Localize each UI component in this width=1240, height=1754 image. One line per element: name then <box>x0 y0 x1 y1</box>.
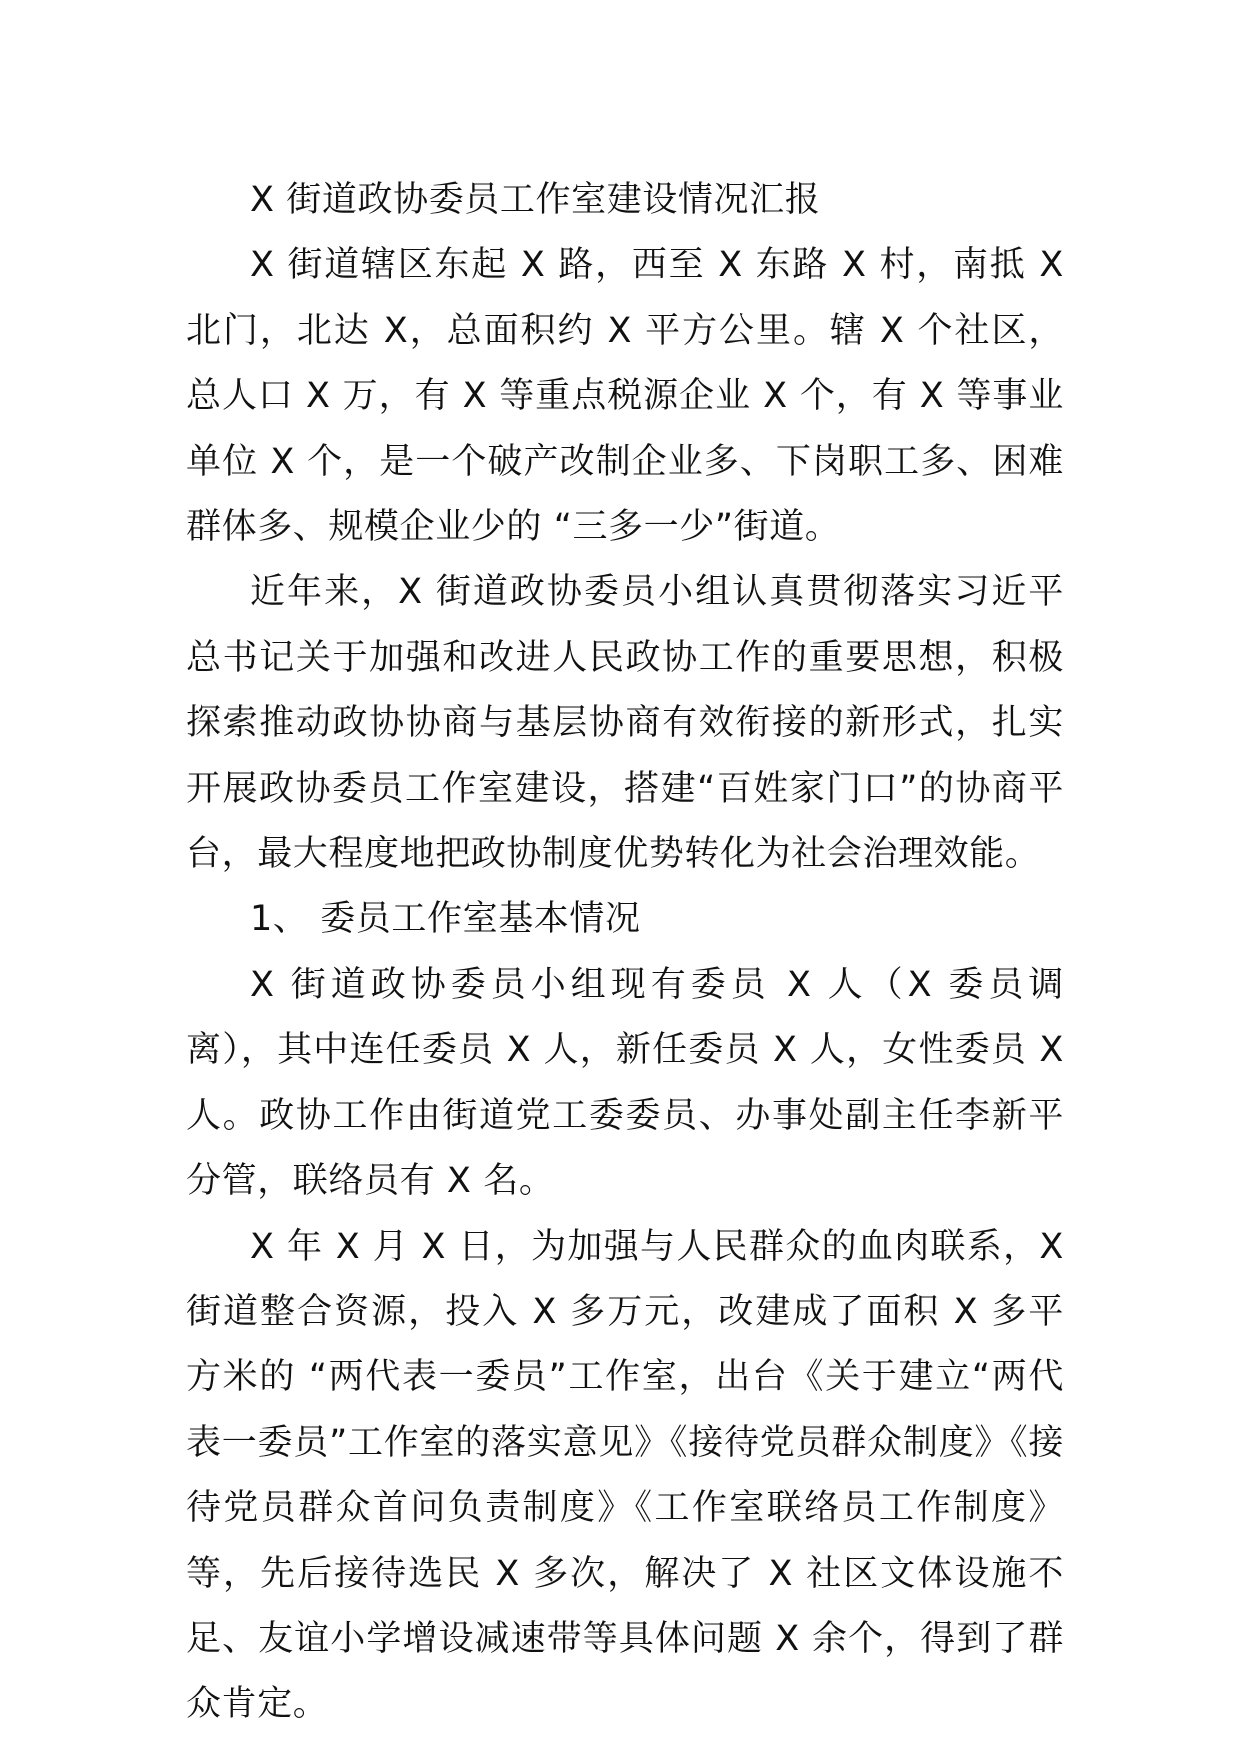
paragraph-recent-work: 近年来，X 街道政协委员小组认真贯彻落实习近平总书记关于加强和改进人民政协工作的重要思想，积极探索推动政协协商与基层协商有效衔接的新形式，扎实开展政协委员工作室建设，搭建“百姓家门口”的协商平台，最大程度地把政协制度优势转化为社会治理效能。 <box>186 572 1064 875</box>
section-heading-basic-situation: 1、 委员工作室基本情况 <box>250 899 641 940</box>
document-body <box>186 168 1064 1738</box>
paragraph-district-overview: X 街道辖区东起 X 路，西至 X 东路 X 村，南抵 X 北门，北达 X，总面积约 X 平方公里。辖 X 个社区，总人口 X 万，有 X 等重点税源企业 X 个，有 X 等事业单位 X 个，是一个破产改制企业多、下岗职工多、困难群体多、规模企业少的 “三多一少”街道。 <box>186 245 1064 548</box>
document-title: X 街道政协委员工作室建设情况汇报 <box>250 180 821 220</box>
paragraph-member-composition: X 街道政协委员小组现有委员 X 人（X 委员调离），其中连任委员 X 人，新任委员 X 人，女性委员 X 人。政协工作由街道党工委委员、办事处副主任李新平分管，联络员有 X 名。 <box>186 964 1064 1202</box>
paragraph-office-establishment: X 年 X 月 X 日，为加强与人民群众的血肉联系，X 街道整合资源，投入 X 多万元，改建成了面积 X 多平方米的 “两代表一委员”工作室，出台《关于建立“两代表一委员”工作室的落实意见》《接待党员群众制度》《接待党员群众首问负责制度》《工作室联络员工作制度》等，先后接待选民 X 多次，解决了 X 社区文体设施不足、友谊小学增设减速带等具体问题 X 余个，得到了群众肯定。 <box>186 1226 1064 1725</box>
